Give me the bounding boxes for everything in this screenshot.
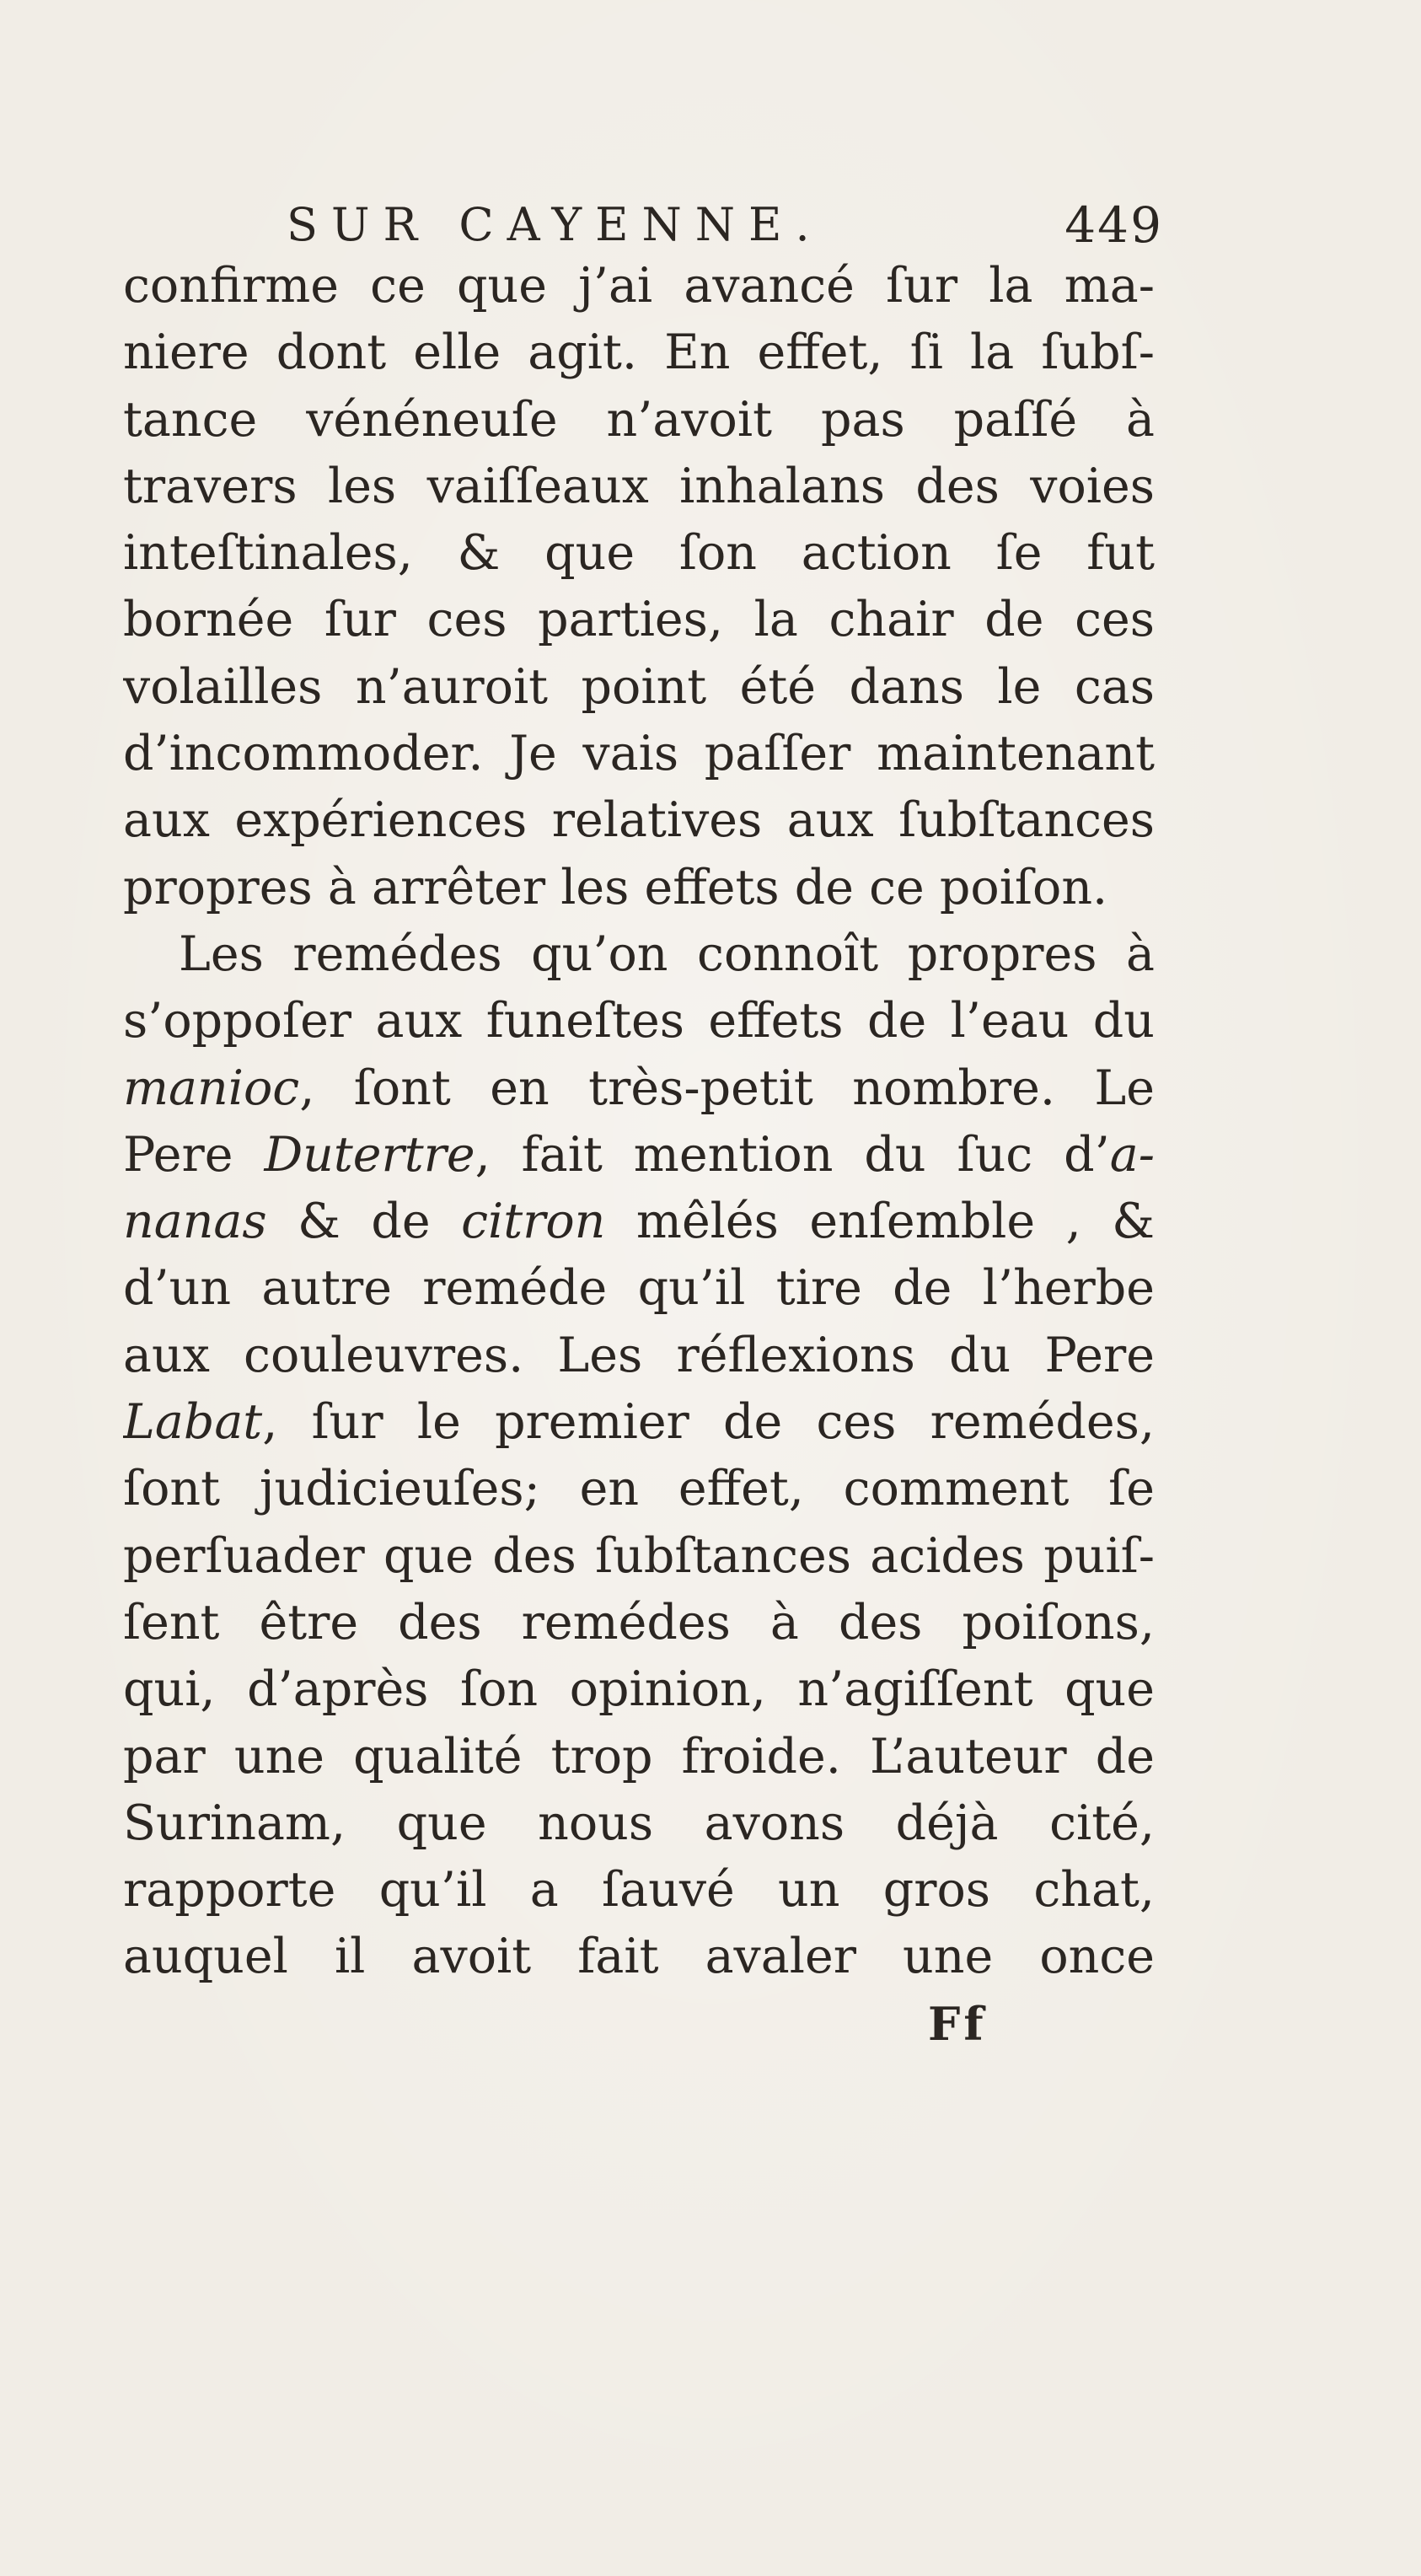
italic-term: manioc: [123, 1060, 300, 1116]
text-line-6: bornée ſur ces parties, la chair de ces: [123, 592, 1155, 648]
italic-term: citron: [461, 1194, 606, 1250]
text-line-25: rapporte qu’il a ſauvé un gros chat,: [123, 1862, 1155, 1919]
text-line-14: Pere Dutertre, fait mention du ſuc d’a-: [123, 1126, 1155, 1183]
italic-term: Dutertre: [264, 1126, 475, 1183]
body-text: [123, 253, 1155, 2058]
italic-term: a-: [1109, 1126, 1155, 1183]
signature-line: [123, 1991, 1155, 2058]
italic-term: nanas: [123, 1194, 267, 1250]
text-line-7: volailles n’auroit point été dans le cas: [123, 658, 1155, 715]
text-line-8: d’incommoder. Je vais paſſer maintenant: [123, 726, 1155, 782]
text-line-4: travers les vaiſſeaux inhalans des voies: [123, 458, 1155, 514]
signature-mark: Ff: [928, 1996, 987, 2051]
text-line-19: ſont judicieuſes; en effet, comment ſe: [123, 1461, 1155, 1517]
text-line-3: tance vénéneuſe n’avoit pas paſſé à: [123, 391, 1155, 448]
text-line-5: inteſtinales, & que ſon action ſe fut: [123, 525, 1155, 582]
text-line-17: aux couleuvres. Les réflexions du Pere: [123, 1327, 1155, 1383]
text-line-12: s’oppoſer aux funeſtes effets de l’eau du: [123, 993, 1155, 1049]
italic-term: Labat: [123, 1394, 263, 1451]
text-line-2: niere dont elle agit. En effet, ſi la ſubſ-: [123, 325, 1155, 381]
running-head-title: SUR CAYENNE.: [287, 198, 823, 251]
text-line-18: Labat, ſur le premier de ces remédes,: [123, 1394, 1155, 1451]
text-line-11: Les remédes qu’on connoît propres à: [179, 926, 1155, 982]
text-line-22: qui, d’après ſon opinion, n’agiſſent que: [123, 1661, 1155, 1718]
text-line-20: perſuader que des ſubſtances acides puiſ-: [123, 1527, 1155, 1584]
text-line-23: par une qualité trop froide. L’auteur de: [123, 1728, 1155, 1784]
text-line-16: d’un autre reméde qu’il tire de l’herbe: [123, 1260, 1155, 1317]
text-line-1: confirme ce que j’ai avancé ſur la ma-: [123, 258, 1155, 314]
text-line-9: aux expériences relatives aux ſubſtances: [123, 792, 1155, 849]
text-line-13: manioc, ſont en très-petit nombre. Le: [123, 1060, 1155, 1116]
text-line-10: propres à arrêter les effets de ce poiſon.: [123, 859, 1108, 915]
running-head: [287, 187, 1163, 263]
text-line-15: nanas & de citron mêlés enſemble , &: [123, 1194, 1155, 1250]
text-line-26: auquel il avoit fait avaler une once: [123, 1929, 1155, 1985]
page-number: 449: [1064, 196, 1163, 254]
text-line-24: Surinam, que nous avons déjà cité,: [123, 1795, 1155, 1851]
text-line-21: ſent être des remédes à des poiſons,: [123, 1594, 1155, 1650]
